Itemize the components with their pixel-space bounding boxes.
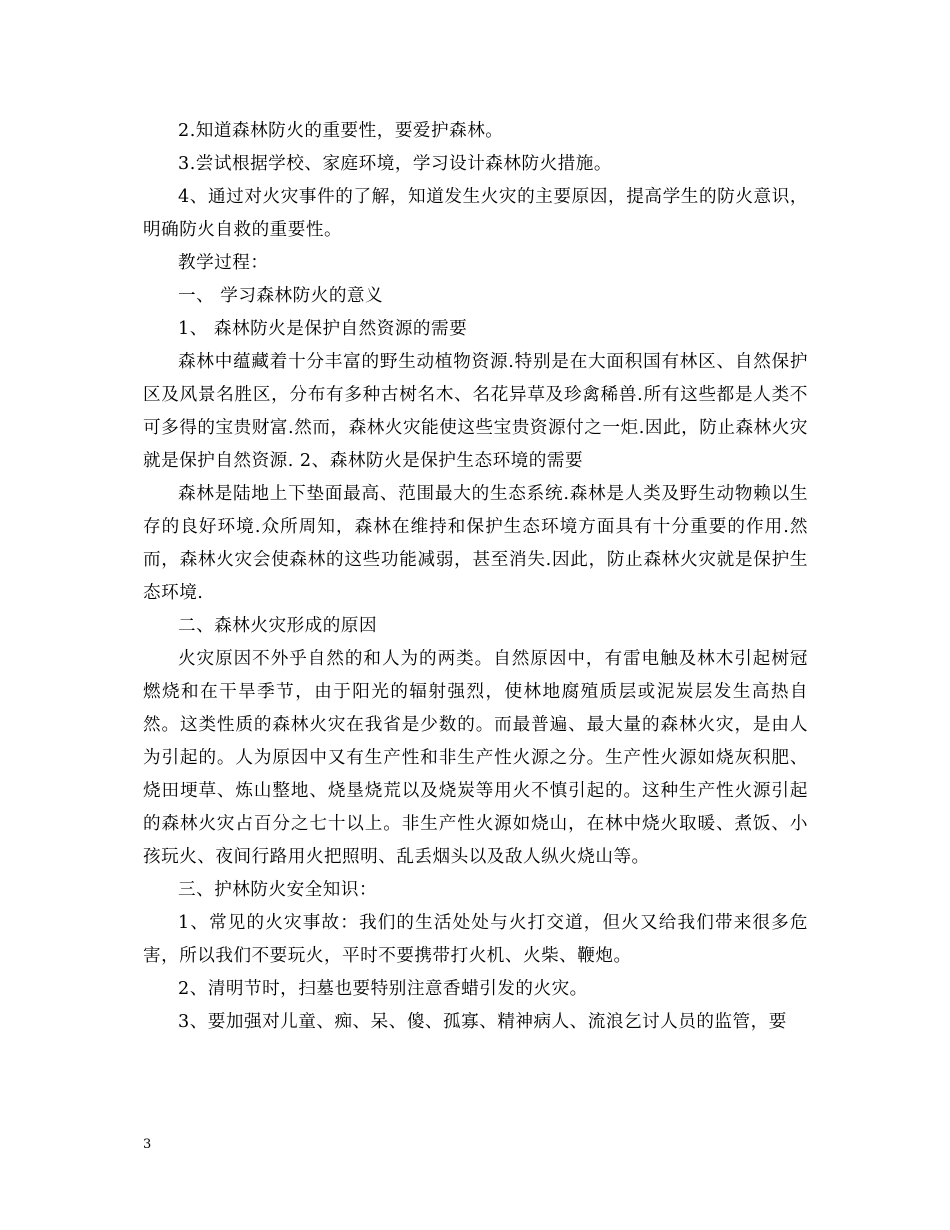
- objective-2: 2.知道森林防火的重要性，要爱护森林。: [178, 121, 504, 141]
- teaching-process-heading: 教学过程：: [178, 253, 269, 273]
- safety-tip-2: 2、清明节时，扫墓也要特别注意香蜡引发的火灾。: [178, 979, 588, 999]
- section-1-heading: 一、 学习森林防火的意义: [178, 286, 384, 306]
- safety-tip-1: 1、常见的火灾事故：我们的生活处处与火打交道，但火又给我们带来很多危害，所以我们不要玩火，平时不要携带打火机、火柴、鞭炮。: [143, 913, 808, 966]
- safety-tip-3: 3、要加强对儿童、痴、呆、傻、孤寡、精神病人、流浪乞讨人员的监管，要: [178, 1012, 787, 1032]
- fire-causes-paragraph: 火灾原因不外乎自然的和人为的两类。自然原因中，有雷电触及林木引起树冠燃烧和在干旱季节，由于阳光的辐射强烈，使林地腐殖质层或泥炭层发生高热自然。这类性质的森林火灾在我省是少数的。而最普遍、最大量的森林火灾，是由人为引起的。人为原因中又有生产性和非生产性火源之分。生产性火源如烧灰积肥、烧田埂草、炼山整地、烧垦烧荒以及烧炭等用火不慎引起的。这种生产性火源引起的森林火灾占百分之七十以上。非生产性火源如烧山，在林中烧火取暖、煮饭、小孩玩火、夜间行路用火把照明、乱丢烟头以及敌人纵火烧山等。: [143, 649, 808, 867]
- ecology-protection-paragraph: 森林是陆地上下垫面最高、范围最大的生态系统.森林是人类及野生动物赖以生存的良好环境.众所周知，森林在维持和保护生态环境方面具有十分重要的作用.然而，森林火灾会使森林的这些功能减弱，甚至消失.因此，防止森林火灾就是保护生态环境.: [143, 484, 808, 603]
- page-number: 3: [143, 1137, 152, 1152]
- section-2-heading: 二、森林火灾形成的原因: [178, 616, 378, 636]
- page-body: [143, 115, 808, 1039]
- resource-protection-paragraph: 森林中蕴藏着十分丰富的野生动植物资源.特别是在大面积国有林区、自然保护区及风景名胜区，分布有多种古树名木、名花异草及珍禽稀兽.所有这些都是人类不可多得的宝贵财富.然而，森林火灾能使这些宝贵资源付之一炬.因此，防止森林火灾就是保护自然资源. 2、森林防火是保护生态环境的需要: [143, 352, 808, 471]
- section-3-heading: 三、护林防火安全知识：: [178, 880, 378, 900]
- objective-3: 3.尝试根据学校、家庭环境，学习设计森林防火措施。: [178, 154, 612, 174]
- subsection-1-heading: 1、 森林防火是保护自然资源的需要: [178, 319, 468, 339]
- objective-4: 4、通过对火灾事件的了解，知道发生火灾的主要原因，提高学生的防火意识，明确防火自救的重要性。: [143, 187, 808, 240]
